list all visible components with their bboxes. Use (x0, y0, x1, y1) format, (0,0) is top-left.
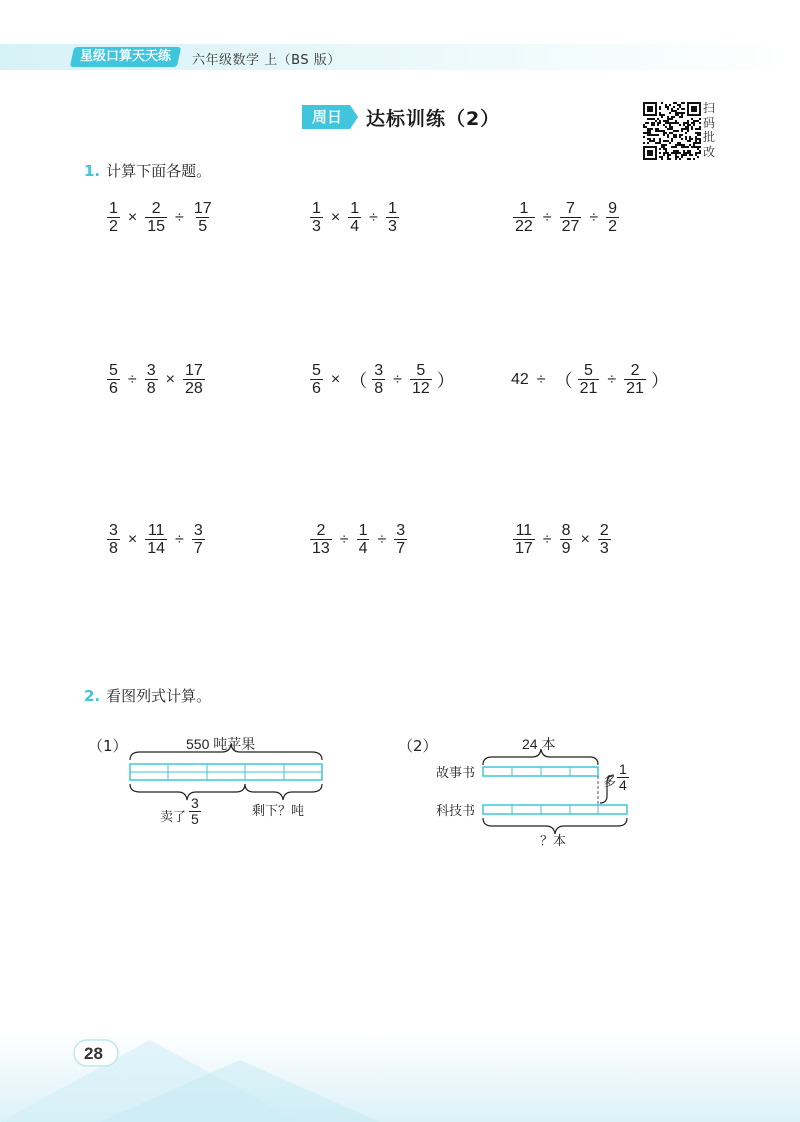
section-1-heading (84, 160, 211, 181)
divide-operator: ÷ (542, 530, 552, 548)
fraction (598, 522, 611, 557)
fraction-numerator: 1 (387, 200, 397, 217)
multiply-operator: × (127, 208, 138, 226)
fraction-numerator: 3 (396, 522, 406, 539)
diagram-2-story-label: 故事书 (436, 766, 476, 781)
problem-3 (511, 200, 621, 235)
parenthesis: ） (650, 370, 669, 391)
diagram-1-sold-fraction (189, 796, 201, 827)
fraction-numerator: 1 (619, 761, 627, 777)
fraction-denominator: 4 (358, 540, 368, 557)
fraction-denominator: 7 (193, 540, 203, 557)
whole-number: 42 (511, 370, 529, 388)
fraction (192, 200, 214, 235)
fraction-numerator: 17 (193, 200, 212, 217)
fraction-numerator: 3 (374, 362, 384, 379)
problem-4 (105, 362, 207, 397)
section-2-heading (84, 685, 211, 706)
fraction-numerator: 5 (416, 362, 426, 379)
problem-9 (511, 522, 613, 557)
multiply-operator: × (165, 370, 175, 388)
divide-operator: ÷ (369, 208, 378, 226)
fraction-denominator: 13 (312, 540, 330, 557)
fraction-denominator: 6 (109, 380, 118, 397)
fraction-numerator: 5 (312, 362, 321, 379)
fraction-denominator: 3 (312, 218, 321, 235)
series-name: 星级口算天天练 (80, 49, 172, 64)
book-title: 六年级数学 上（BS 版） (192, 53, 341, 68)
problem-2 (308, 200, 401, 235)
fraction (513, 200, 535, 235)
fraction-denominator: 4 (619, 777, 627, 793)
divide-operator: ÷ (607, 370, 617, 388)
fraction-denominator: 8 (146, 380, 156, 397)
fraction (394, 522, 407, 557)
fraction (310, 362, 323, 397)
fraction-denominator: 22 (515, 218, 533, 235)
fraction-denominator: 8 (109, 540, 118, 557)
multiply-operator: × (580, 530, 590, 548)
fraction-denominator: 5 (191, 811, 199, 827)
fraction (357, 522, 370, 557)
fraction (145, 200, 167, 235)
fraction-numerator: 3 (109, 522, 118, 539)
fraction-numerator: 1 (358, 522, 368, 539)
fraction-numerator: 1 (312, 200, 321, 217)
parenthesis: ） (436, 370, 455, 391)
multiply-operator: × (127, 530, 138, 548)
problem-7 (105, 522, 207, 557)
section-2-number: 2. (84, 687, 101, 705)
fraction-denominator: 5 (198, 218, 208, 235)
problem-5 (308, 362, 458, 397)
fraction-numerator: 1 (109, 200, 118, 217)
page-title: 达标训练（2） (366, 108, 501, 130)
fraction-numerator: 8 (561, 522, 571, 539)
divide-operator: ÷ (175, 530, 184, 548)
fraction-numerator: 2 (316, 522, 326, 539)
fraction-denominator: 9 (561, 540, 571, 557)
fraction-denominator: 28 (184, 380, 203, 397)
fraction-denominator: 14 (147, 540, 166, 557)
multiply-operator: × (330, 370, 341, 388)
qr-label: 扫码批改 (703, 101, 716, 159)
fraction-numerator: 2 (599, 522, 609, 539)
fraction (386, 200, 399, 235)
fraction-denominator: 21 (579, 380, 598, 397)
diagram-1-label: （1） (88, 737, 128, 755)
divide-operator: ÷ (393, 370, 402, 388)
parenthesis: （ (554, 370, 573, 391)
divide-operator: ÷ (536, 370, 546, 388)
fraction (310, 200, 323, 235)
fraction (372, 362, 385, 397)
section-1-title: 计算下面各题。 (106, 162, 212, 180)
fraction-numerator: 2 (630, 362, 640, 379)
fraction (192, 522, 205, 557)
diagram-1-sold-label: 卖了 (160, 810, 187, 825)
fraction-denominator: 27 (561, 218, 580, 235)
diagram-2-more-fraction (617, 762, 629, 793)
divide-operator: ÷ (127, 370, 137, 388)
diagram-2-tech-label: 科技书 (436, 804, 476, 819)
fraction-denominator: 2 (109, 218, 118, 235)
fraction-denominator: 21 (626, 380, 644, 397)
fraction-numerator: 11 (515, 522, 533, 539)
section-2-title: 看图列式计算。 (106, 687, 212, 705)
fraction-denominator: 7 (396, 540, 406, 557)
divide-operator: ÷ (175, 208, 184, 226)
fraction (560, 200, 582, 235)
fraction-numerator: 5 (109, 362, 118, 379)
page-number: 28 (84, 1044, 103, 1063)
divide-operator: ÷ (377, 530, 387, 548)
fraction (145, 362, 158, 397)
section-1-number: 1. (84, 162, 101, 180)
fraction (348, 200, 361, 235)
diagram-2-story-count: 24 本 (522, 736, 556, 752)
fraction-denominator: 3 (599, 540, 609, 557)
fraction-numerator: 2 (151, 200, 161, 217)
fraction (410, 362, 432, 397)
diagram-1-remaining: 剩下？吨 (252, 804, 305, 819)
diagram-1-total: 550 吨苹果 (186, 736, 256, 752)
fraction (183, 362, 205, 397)
fraction-numerator: 1 (519, 200, 529, 217)
fraction-numerator: 7 (566, 200, 575, 217)
fraction (145, 522, 167, 557)
fraction (578, 362, 600, 397)
fraction (606, 200, 619, 235)
fraction-numerator: 3 (191, 795, 199, 811)
fraction-numerator: 5 (584, 362, 593, 379)
fraction-denominator: 15 (147, 218, 166, 235)
series-badge (70, 47, 181, 67)
fraction (107, 522, 120, 557)
fraction (107, 200, 120, 235)
fraction-denominator: 2 (608, 218, 618, 235)
fraction-numerator: 3 (193, 522, 203, 539)
fraction-denominator: 12 (411, 380, 430, 397)
problem-6 (511, 362, 672, 397)
parenthesis: （ (349, 370, 368, 391)
divide-operator: ÷ (589, 208, 599, 226)
multiply-operator: × (330, 208, 341, 226)
fraction (560, 522, 573, 557)
diagram-2-bars (483, 749, 627, 834)
qr-code-icon[interactable] (643, 102, 701, 160)
fraction-numerator: 17 (184, 362, 203, 379)
fraction-numerator: 9 (608, 200, 618, 217)
diagram-2-label: （2） (398, 737, 438, 755)
diagram-2-tech-count: ？本 (540, 834, 567, 849)
problem-1 (105, 200, 216, 235)
fraction (513, 522, 535, 557)
fraction-denominator: 17 (515, 540, 533, 557)
fraction-denominator: 6 (312, 380, 321, 397)
fraction (310, 522, 332, 557)
day-tag: 周日 (311, 108, 342, 126)
fraction-denominator: 8 (374, 380, 384, 397)
diagram-2-more-label: 多 (603, 775, 617, 790)
fraction-denominator: 3 (387, 218, 397, 235)
fraction-numerator: 11 (147, 522, 165, 539)
divide-operator: ÷ (339, 530, 349, 548)
fraction-numerator: 1 (350, 200, 360, 217)
fraction-denominator: 4 (350, 218, 360, 235)
problem-8 (308, 522, 409, 557)
fraction-numerator: 3 (146, 362, 156, 379)
fraction (624, 362, 646, 397)
divide-operator: ÷ (542, 208, 552, 226)
fraction (107, 362, 120, 397)
